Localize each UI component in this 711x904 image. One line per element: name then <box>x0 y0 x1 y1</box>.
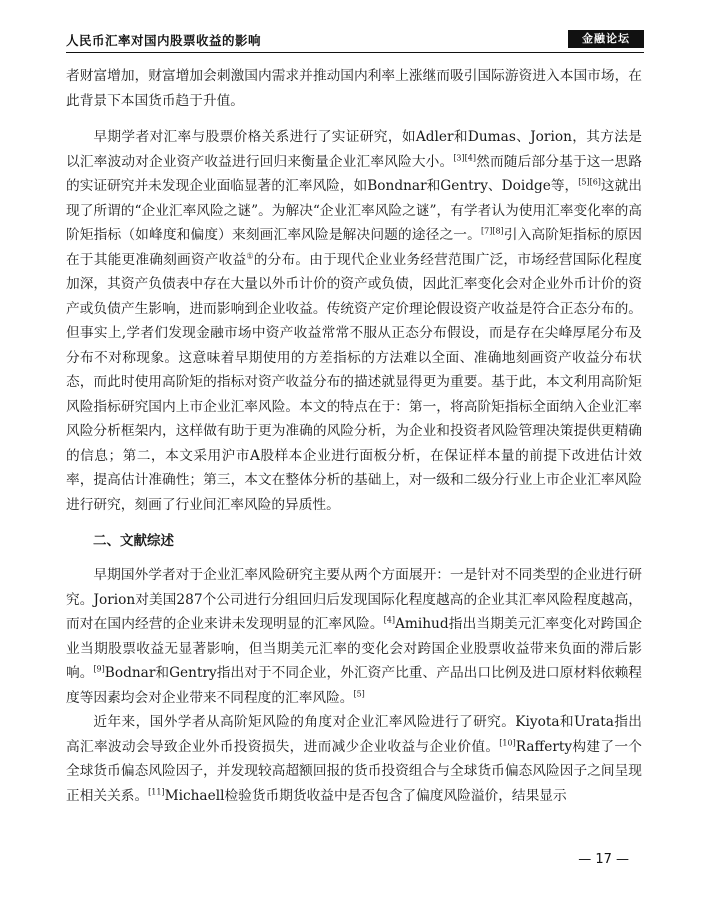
header-divider <box>66 52 644 53</box>
running-header-title: 人民币汇率对国内股票收益的影响 <box>66 33 262 48</box>
paragraph-early-studies: 早期学者对汇率与股票价格关系进行了实证研究，如Adler和Dumas、Jorion，其方法是以汇率波动对企业资产收益进行回归来衡量企业汇率风险大小。[3][4]然而随后部分基于这一思路的实证研究并未发现企业面临显著的汇率风险，如Bondnar和Gentry、Doidge等，[5][6]这就出现了所谓的“企业汇率风险之谜”。为解决“企业汇率风险之谜”，有学者认为使用汇率变化率的高阶矩指标（如峰度和偏度）来刻画汇率风险是解决问题的途径之一。[7][8]引入高阶矩指标的原因在于其能更准确刻画资产收益①的分布。由于现代企业业务经营范围广泛，市场经营国际化程度加深，其资产负债表中存在大量以外币计价的资产或负债，因此汇率变化会对企业外币计价的资产或负债产生影响，进而影响到企业收益。传统资产定价理论假设资产收益是符合正态分布的。但事实上,学者们发现金融市场中资产收益常常不服从正态分布假设，而是存在尖峰厚尾分布及分布不对称现象。这意味着早期使用的方差指标的方法难以全面、准确地刻画资产收益分布状态，而此时使用高阶矩的指标对资产收益分布的描述就显得更为重要。基于此，本文利用高阶矩风险指标研究国内上市企业汇率风险。本文的特点在于：第一，将高阶矩指标全面纳入企业汇率风险分析框架内，这样做有助于更为准确的风险分析，为企业和投资者风险管理决策提供更精确的信息；第二，本文采用沪市A股样本企业进行面板分析，在保证样本量的前提下改进估计效率，提高估计准确性；第三，本文在整体分析的基础上，对一级和二级分行业上市企业汇率风险进行研究，刻画了行业间汇率风险的异质性。 <box>66 129 642 513</box>
paragraph-recent-research: 近年来，国外学者从高阶矩风险的角度对企业汇率风险进行了研究。Kiyota和Urata指出高汇率波动会导致企业外币投资损失，进而减少企业收益与企业价值。[10]Rafferty构建了一个全球货币偏态风险因子，并发现较高超额回报的货币投资组合与全球货币偏态风险因子之间呈现正相关关系。[11]Michaell检验货币期货收益中是否包含了偏度风险溢价，结果显示 <box>66 714 642 804</box>
section-heading: 二、文献综述 <box>93 533 174 549</box>
paragraph-continuation: 者财富增加，财富增加会刺激国内需求并推动国内利率上涨继而吸引国际游资进入本国市场，在此背景下本国货币趋于升值。 <box>66 68 642 109</box>
citation-ref: [5][6] <box>578 177 601 187</box>
paragraph-literature-review: 早期国外学者对于企业汇率风险研究主要从两个方面展开：一是针对不同类型的企业进行研究。Jorion对美国287个公司进行分组回归后发现国际化程度越高的企业其汇率风险程度越高，而对在国内经营的企业来讲未发现明显的汇率风险。[4]Amihud指出当期美元汇率变化对跨国企业当期股票收益无显著影响，但当期美元汇率的变化会对跨国企业股票收益带来负面的滞后影响。[9]Bodnar和Gentry指出对于不同企业，外汇资产比重、产品出口比例及进口原材料依赖程度等因素均会对企业带来不同程度的汇率风险。[5] <box>66 567 642 706</box>
citation-ref: [3][4] <box>453 152 476 162</box>
citation-ref: [7][8] <box>480 226 504 236</box>
footnote-marker: ① <box>246 250 254 260</box>
citation-ref: [4] <box>383 615 395 625</box>
page-number: — 17 — <box>578 852 629 867</box>
journal-section-badge: 金融论坛 <box>568 30 644 48</box>
citation-ref: [10] <box>499 737 516 747</box>
citation-ref: [11] <box>148 786 165 796</box>
running-header <box>66 30 644 50</box>
citation-ref: [9] <box>93 664 105 674</box>
article-body <box>66 64 642 808</box>
citation-ref: [5] <box>353 688 365 698</box>
